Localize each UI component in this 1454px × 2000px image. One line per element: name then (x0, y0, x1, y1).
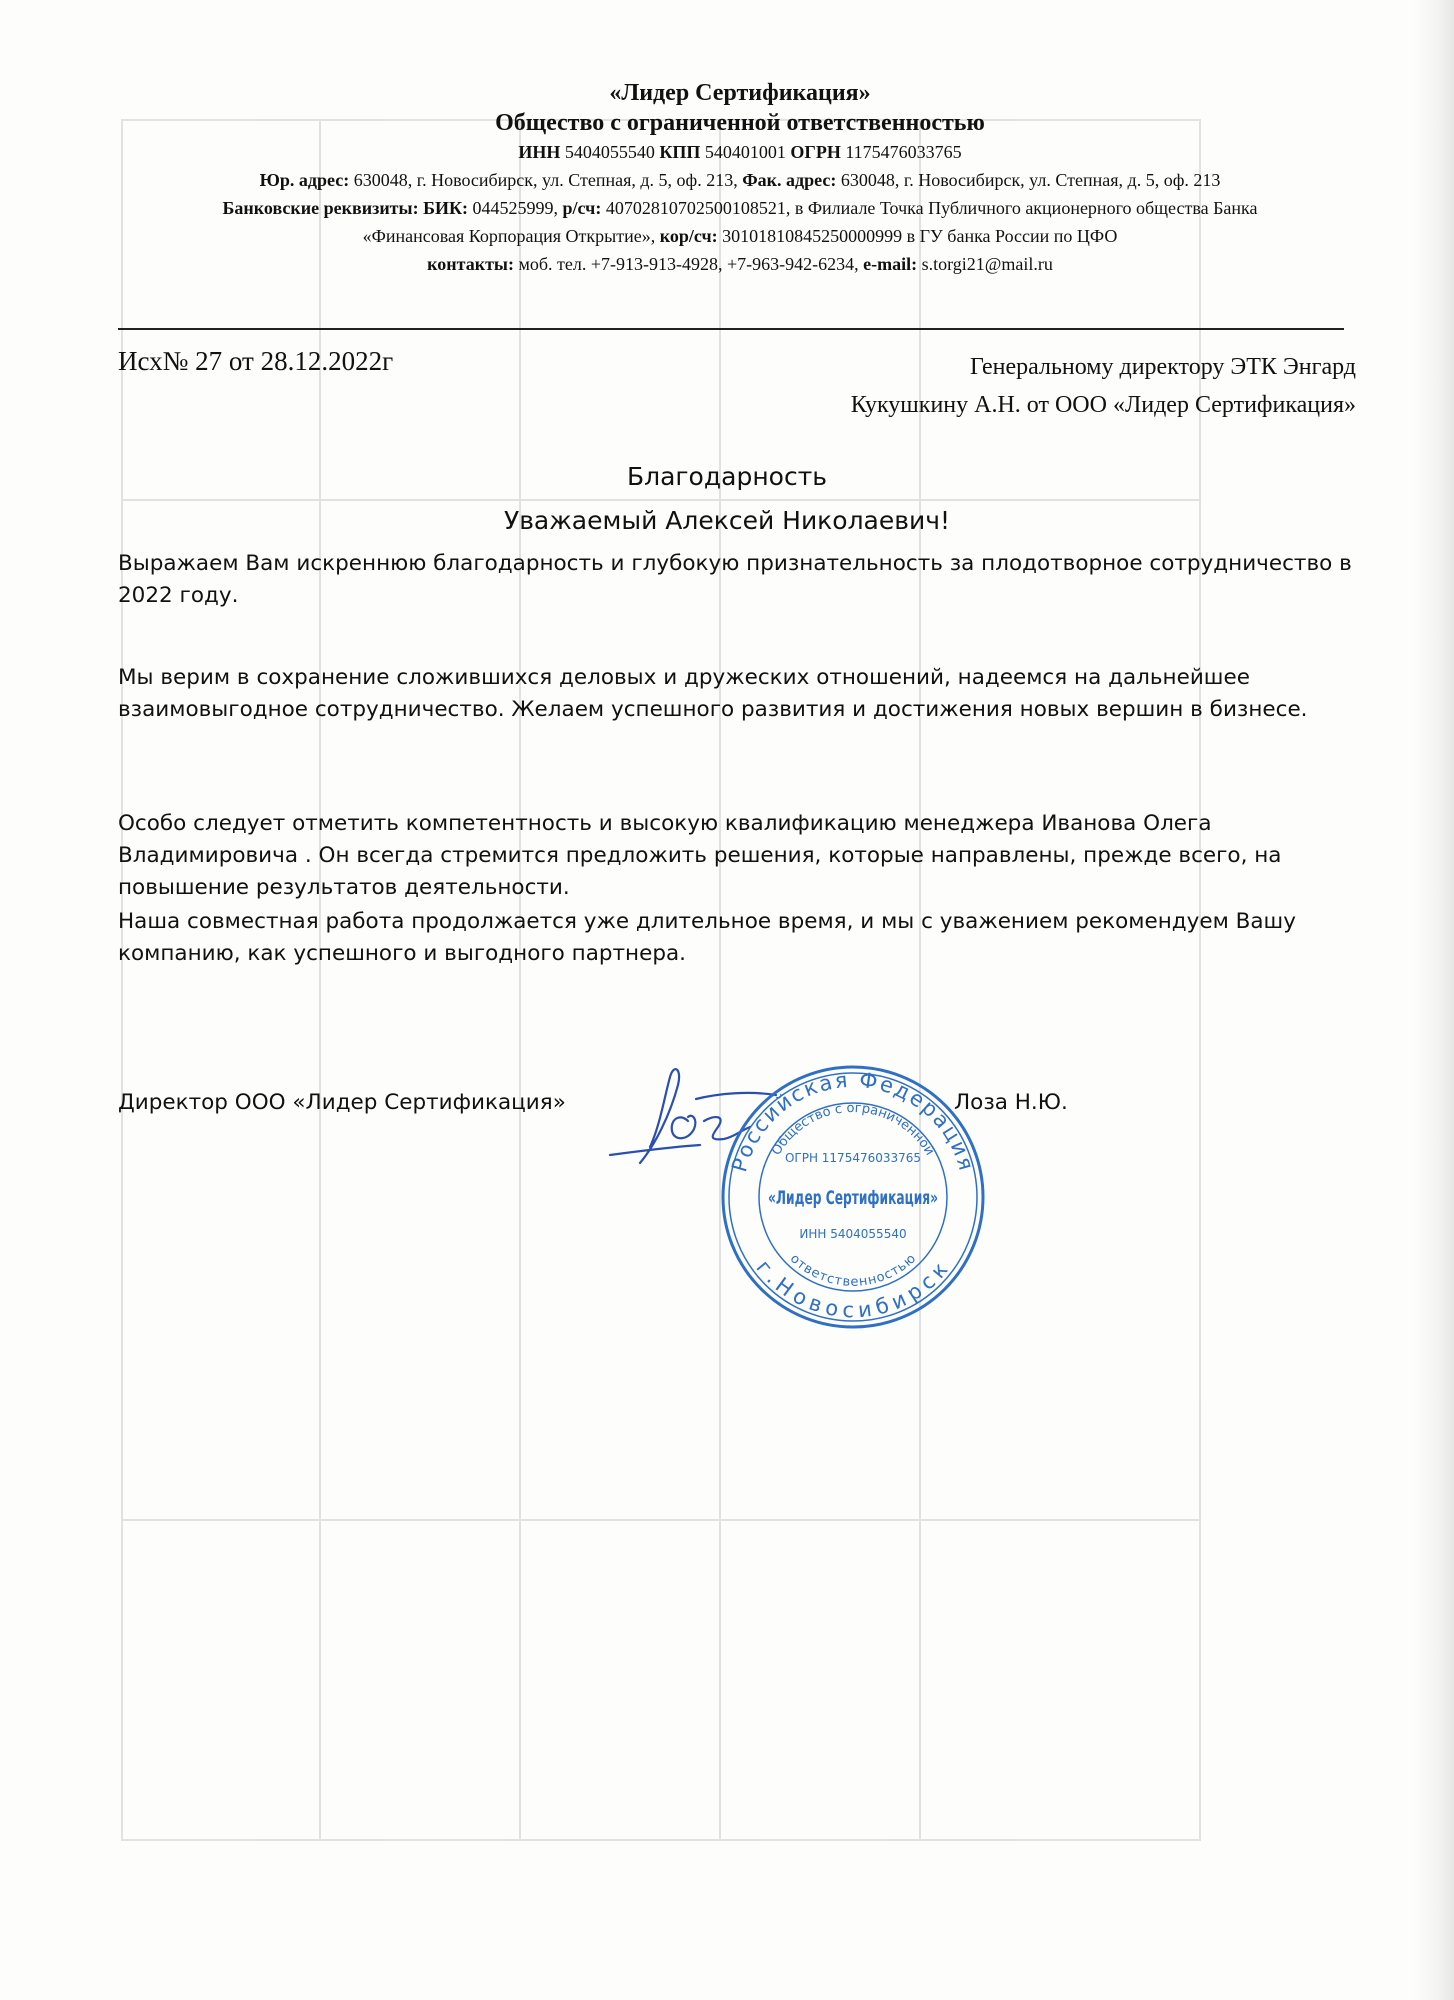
ogrn-value: 1175476033765 (845, 142, 962, 162)
contacts-line (110, 250, 1370, 278)
account-value: 40702810702500108521, в Филиале Точка Публичного акционерного общества Банка (605, 198, 1258, 218)
fact-address-label: Фак. адрес: (742, 170, 837, 190)
stamp-center-name: «Лидер Сертификация» (768, 1187, 938, 1209)
stamp-inner-bottom: ответственностью (786, 1251, 919, 1290)
email-label: e-mail: (863, 254, 918, 274)
kpp-label: КПП (659, 142, 701, 162)
fact-address: 630048, г. Новосибирск, ул. Степная, д. 5, оф. 213 (840, 170, 1221, 190)
stamp-ogrn: ОГРН 1175476033765 (784, 1151, 922, 1165)
inn-label: ИНН (518, 142, 561, 162)
signatory-name: Лоза Н.Ю. (954, 1090, 1068, 1115)
bank-name: «Финансовая Корпорация Открытие», (362, 226, 656, 246)
email: s.torgi21@mail.ru (921, 254, 1053, 274)
stamp-outer-bottom: г.Новосибирск (751, 1255, 955, 1323)
recipient-line-2: Кукушкину А.Н. от ООО «Лидер Сертификация» (850, 392, 1356, 418)
company-name: «Лидер Сертификация» (609, 80, 871, 106)
recipient-block (656, 348, 1356, 424)
recipient-line-1: Генеральному директору ЭТК Энгард (969, 354, 1356, 380)
phones: моб. тел. +7-913-913-4928, +7-963-942-6234, (518, 254, 859, 274)
paragraph-1: Выражаем Вам искреннюю благодарность и глубокую признательность за плодотворное сотрудничество в 2022 году. (118, 551, 1352, 608)
kpp-value: 540401001 (704, 142, 786, 162)
corr-value: 30101810845250000999 в ГУ банка России по ЦФО (722, 226, 1118, 246)
stamp-outer-top: Российская Федерация (727, 1067, 979, 1175)
contacts-label: контакты: (427, 254, 514, 274)
stamp-inner-top: Общество с ограниченной (769, 1100, 937, 1159)
corr-label: кор/сч: (659, 226, 718, 246)
account-label: р/сч: (562, 198, 602, 218)
letterhead-divider (118, 328, 1344, 330)
letterhead (110, 78, 1370, 278)
bank-label: Банковские реквизиты: (222, 198, 419, 218)
paragraph-2: Мы верим в сохранение сложившихся деловых и дружеских отношений, надеемся на дальнейшее взаимовыгодное сотрудничество. Желаем успешного развития и достижения новых вершин в бизнесе. (118, 665, 1308, 722)
registration-line (110, 138, 1370, 166)
address-line (110, 166, 1370, 194)
paragraph-4: Наша совместная работа продолжается уже длительное время, и мы с уважением рекомендуем Вашу компанию, как успешного и выгодного партнера. (118, 909, 1296, 966)
inn-value: 5404055540 (564, 142, 655, 162)
legal-address-label: Юр. адрес: (259, 170, 350, 190)
signatory-title: Директор ООО «Лидер Сертификация» (118, 1090, 566, 1115)
stamp-inn: ИНН 5404055540 (799, 1227, 907, 1241)
legal-address: 630048, г. Новосибирск, ул. Степная, д. 5, оф. 213, (353, 170, 738, 190)
bank-line (110, 194, 1370, 222)
bik-value: 044525999, (472, 198, 559, 218)
outgoing-reference: Исх№ 27 от 28.12.2022г (118, 346, 394, 376)
bank-line-2 (110, 222, 1370, 250)
company-stamp (718, 1062, 988, 1332)
bik-label: БИК: (423, 198, 469, 218)
ogrn-label: ОГРН (790, 142, 841, 162)
legal-form: Общество с ограниченной ответственностью (495, 110, 985, 136)
salutation: Уважаемый Алексей Николаевич! (503, 506, 951, 535)
paragraph-3: Особо следует отметить компетентность и высокую квалификацию менеджера Иванова Олега Владимировича . Он всегда стремится предложить решения, которые направлены, прежде всего, на повышение результатов деятельности. (118, 811, 1282, 900)
letter-title: Благодарность (626, 462, 828, 491)
